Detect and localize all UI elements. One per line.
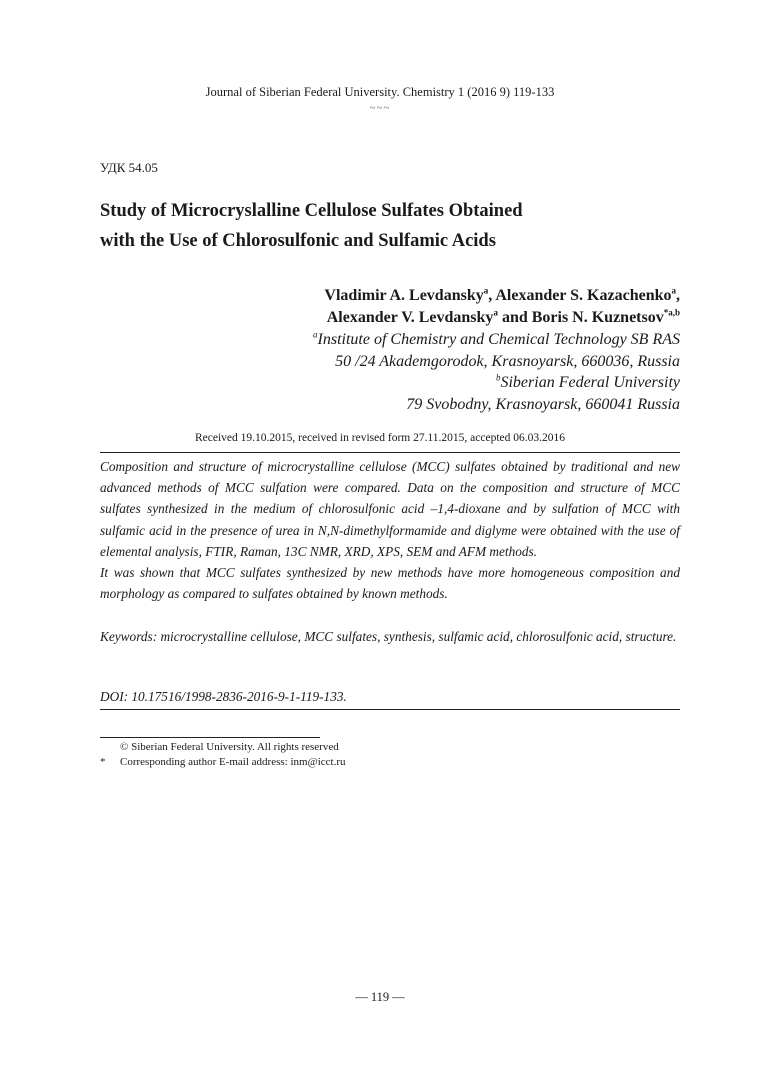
journal-header: Journal of Siberian Federal University. Chemistry 1 (2016 9) 119-133: [205, 85, 555, 99]
author-line-1: [324, 285, 680, 307]
affiliation-mark: a: [313, 329, 318, 340]
affiliation-b-address: 79 Svobodny, Krasnoyarsk, 660041 Russia: [406, 395, 680, 413]
doi: DOI: 10.17516/1998-2836-2016-9-1-119-133.: [100, 689, 347, 704]
author-affiliation-mark: a: [493, 307, 498, 318]
author-name: Vladimir A. Levdansky: [324, 287, 484, 304]
author-separator: ,: [676, 287, 680, 304]
footnote-copyright: © Siberian Federal University. All rights reserved: [120, 741, 339, 753]
header-ornament: ~~~: [369, 102, 391, 114]
abstract: [100, 456, 680, 604]
title-line-1: Study of Microcryslalline Cellulose Sulfates Obtained: [100, 201, 523, 221]
author-line-2: [324, 307, 680, 329]
abstract-paragraph-1: Composition and structure of microcrystalline cellulose (MCC) sulfates obtained by traditional and new advanced methods of MCC sulfation were compared. Data on the composition and structure of MCC sulfates synthesized in the medium of chlorosulfonic acid –1,4-dioxane and by sulfation of MCC with sulfamic acid in the presence of urea in N,N-dimethylformamide and diglyme were obtained with the use of elemental analysis, FTIR, Raman, 13C NMR, XRD, XPS, SEM and AFM methods.: [100, 459, 680, 559]
author-name: Alexander V. Levdansky: [326, 309, 494, 326]
author-affiliation-mark: a: [671, 285, 676, 296]
affiliation-a-name: $^a$Institute of Chemistry and Chemical Technology SB RAS: [313, 329, 680, 348]
footnote-star: *: [100, 756, 106, 768]
author-separator: and: [497, 309, 532, 326]
title-line-2: with the Use of Chlorosulfonic and Sulfamic Acids: [100, 231, 496, 251]
affiliation-b-name: $^b$Siberian Federal University: [495, 372, 680, 391]
affiliation-mark: b: [495, 372, 501, 383]
page-number: — 119 —: [355, 990, 405, 1004]
footnote-corresponding: * Corresponding author E-mail address: inm@icct.ru: [100, 756, 346, 768]
footnote-divider: [100, 737, 320, 738]
keywords: Keywords: microcrystalline cellulose, MCC sulfates, synthesis, sulfamic acid, chlorosulfonic acid, structure.: [100, 629, 677, 644]
paper-title: [100, 196, 660, 256]
divider: [100, 452, 680, 453]
abstract-paragraph-2: It was shown that MCC sulfates synthesized by new methods have more homogeneous composition and morphology as compared to sulfates obtained by known methods.: [100, 565, 680, 602]
author-affiliation-mark: a: [483, 285, 489, 296]
author-name: Boris N. Kuznetsov: [531, 309, 664, 326]
author-affiliation-mark: *a,b: [663, 307, 680, 318]
author-name: Alexander S. Kazachenko: [495, 287, 672, 304]
divider: [100, 709, 680, 710]
author-separator: ,: [488, 287, 496, 304]
udk-code: УДК 54.05: [100, 160, 158, 175]
affiliation-list: [313, 329, 680, 415]
affiliation-a-address: 50 /24 Akademgorodok, Krasnoyarsk, 660036, Russia: [335, 352, 680, 370]
received-dates: Received 19.10.2015, received in revised form 27.11.2015, accepted 06.03.2016: [194, 432, 566, 444]
author-list: [324, 285, 680, 329]
